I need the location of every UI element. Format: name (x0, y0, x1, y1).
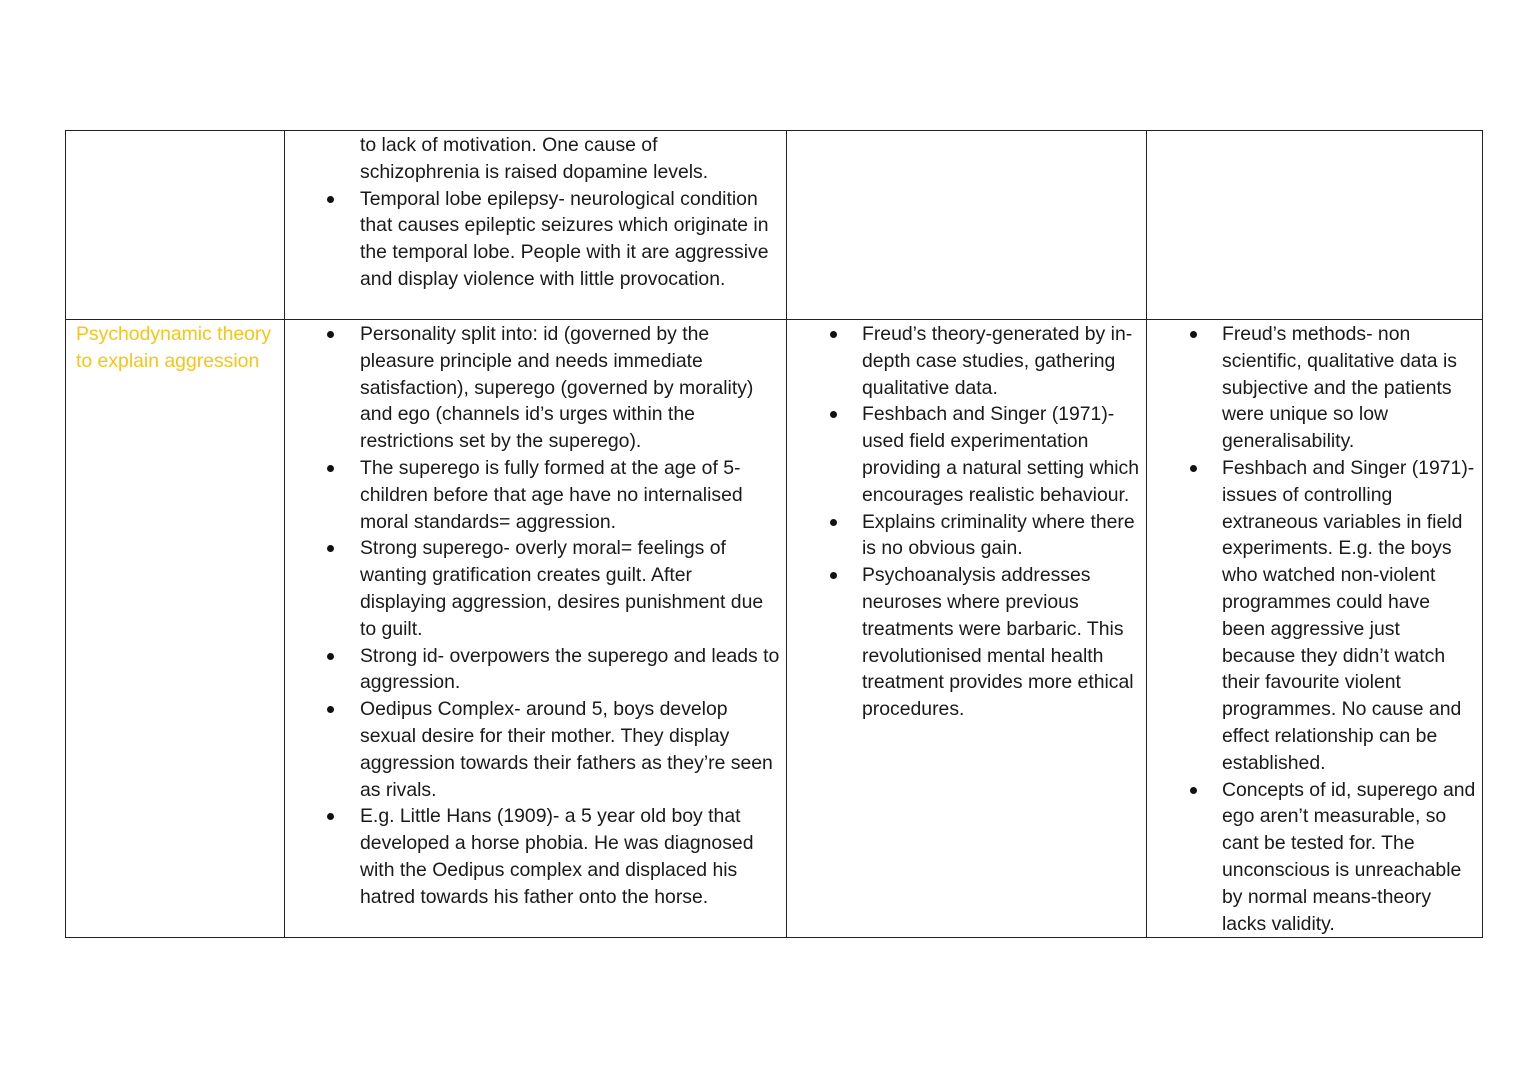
description-item: to lack of motivation. One cause of schizophrenia is raised dopamine levels. (360, 134, 709, 183)
table-row-psychodynamic (66, 320, 1483, 938)
strengths-cell (787, 320, 1147, 938)
description-item: Strong id- overpowers the superego and leads to aggression. (285, 643, 786, 697)
weaknesses-cell (1147, 131, 1483, 320)
topic-heading: Psychodynamic theory to explain aggression (76, 323, 272, 372)
topic-cell (66, 131, 285, 320)
description-item: Oedipus Complex- around 5, boys develop sexual desire for their mother. They display aggression towards their fathers as they’re seen as rivals. (285, 696, 786, 803)
table-row-continued (66, 131, 1483, 320)
strengths-cell (787, 131, 1147, 320)
description-list (285, 320, 786, 911)
strength-item: Feshbach and Singer (1971)- used field experimentation providing a natural setting which encourages realistic behaviour. (787, 401, 1146, 508)
weakness-item: Freud’s methods- non scientific, qualitative data is subjective and the patients were unique so low generalisability. (1147, 321, 1482, 455)
weakness-item: Concepts of id, superego and ego aren’t measurable, so cant be tested for. The unconscious is unreachable by normal means-theory lacks validity. (1147, 777, 1482, 938)
strengths-list (787, 320, 1146, 723)
topic-cell (66, 320, 285, 938)
description-item: Temporal lobe epilepsy- neurological condition that causes epileptic seizures which originate in the temporal lobe. People with it are aggressive and display violence with little provocation. (285, 186, 786, 293)
description-cell (285, 131, 787, 320)
description-cell (285, 320, 787, 938)
notes-table (65, 130, 1483, 938)
strength-item: Freud’s theory-generated by in-depth case studies, gathering qualitative data. (787, 321, 1146, 401)
description-item: Personality split into: id (governed by the pleasure principle and needs immediate satisfaction), superego (governed by morality) and ego (channels id’s urges within the restrictions set by the superego). (285, 321, 786, 455)
strength-item: Explains criminality where there is no obvious gain. (787, 509, 1146, 563)
weaknesses-list (1147, 320, 1482, 937)
description-item: The superego is fully formed at the age of 5- children before that age have no internalised moral standards= aggression. (285, 455, 786, 535)
weakness-item: Feshbach and Singer (1971)- issues of controlling extraneous variables in field experiments. E.g. the boys who watched non-violent programmes could have been aggressive just because they didn’t watch their favourite violent programmes. No cause and effect relationship can be established. (1147, 455, 1482, 777)
description-item: Strong superego- overly moral= feelings of wanting gratification creates guilt. After displaying aggression, desires punishment due to guilt. (285, 535, 786, 642)
strength-item: Psychoanalysis addresses neuroses where previous treatments were barbaric. This revolutionised mental health treatment provides more ethical procedures. (787, 562, 1146, 723)
description-list (285, 131, 786, 293)
description-item: E.g. Little Hans (1909)- a 5 year old boy that developed a horse phobia. He was diagnosed with the Oedipus complex and displaced his hatred towards his father onto the horse. (285, 803, 786, 910)
weaknesses-cell (1147, 320, 1483, 938)
